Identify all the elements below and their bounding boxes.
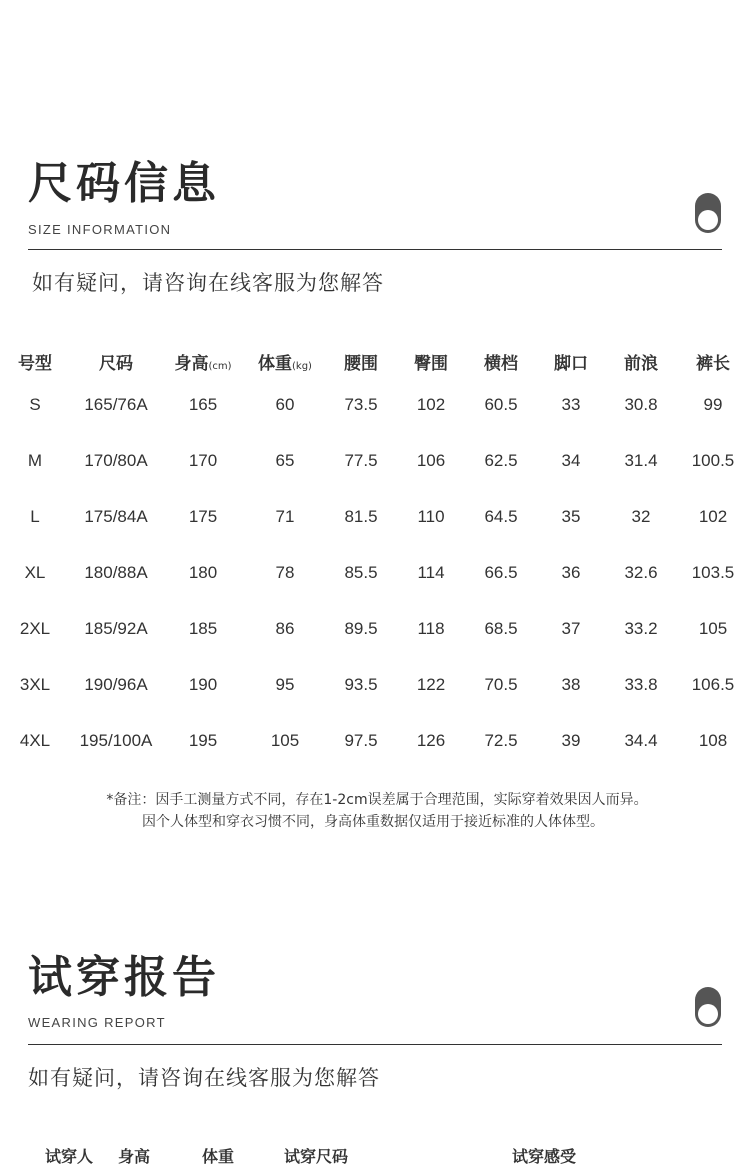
table-cell: 190/96A (84, 675, 148, 694)
header-label: 尺码 (99, 353, 133, 374)
table-cell: 93.5 (344, 675, 378, 694)
report-col-height: 身高 (118, 1147, 151, 1166)
table-cell: 64.5 (484, 507, 518, 526)
size-table-header-cell (676, 345, 750, 377)
header-label: 横档 (484, 353, 518, 374)
table-cell: 33.8 (624, 675, 658, 694)
table-row (0, 489, 750, 545)
table-cell: 175 (188, 507, 218, 526)
toggle-badge-icon (695, 193, 721, 233)
table-cell: 65 (275, 451, 295, 470)
header-label: 号型 (18, 353, 52, 374)
table-cell: 99 (703, 395, 723, 414)
table-cell: 185/92A (84, 619, 148, 638)
table-cell: 190 (188, 675, 218, 694)
table-cell: 33.2 (624, 619, 658, 638)
size-table-header-cell (326, 345, 396, 377)
table-cell: 3XL (19, 675, 51, 694)
table-cell: 35 (561, 507, 581, 526)
table-cell: 110 (417, 507, 445, 526)
size-footnote (0, 789, 750, 833)
table-cell: 106 (416, 451, 446, 470)
table-cell: 71 (275, 507, 295, 526)
table-cell: XL (24, 563, 46, 582)
header-label: 体重 (258, 353, 293, 374)
table-cell: 122 (416, 675, 446, 694)
header-label: 脚口 (554, 353, 588, 374)
table-cell: 2XL (19, 619, 51, 638)
report-section-title: 试穿报告 (28, 952, 220, 1003)
toggle-badge-icon (695, 987, 721, 1027)
size-section-title: 尺码信息 (28, 158, 220, 209)
header-label: 身高 (174, 353, 209, 374)
size-table (0, 345, 750, 769)
table-cell: 165 (188, 395, 218, 414)
table-cell: 38 (561, 675, 581, 694)
table-cell: 180/88A (84, 563, 148, 582)
table-row (0, 601, 750, 657)
header-label: 臀围 (414, 353, 448, 374)
table-cell: 36 (561, 563, 581, 582)
table-cell: 86 (275, 619, 295, 638)
table-cell: 73.5 (344, 395, 378, 414)
table-cell: 78 (275, 563, 295, 582)
table-cell: 34 (561, 451, 581, 470)
size-table-header-cell (396, 345, 466, 377)
table-cell: 195/100A (79, 731, 153, 750)
header-unit: (cm) (208, 360, 232, 372)
table-cell: 97.5 (344, 731, 378, 750)
size-table-header (0, 345, 750, 377)
table-cell: 105 (270, 731, 300, 750)
table-row (0, 377, 750, 433)
table-cell: 32.6 (624, 563, 658, 582)
table-cell: M (27, 451, 43, 470)
report-col-size: 试穿尺码 (284, 1147, 349, 1166)
size-helper-text: 如有疑问，请咨询在线客服为您解答 (32, 271, 384, 295)
table-cell: 68.5 (484, 619, 518, 638)
table-cell: 114 (417, 563, 445, 582)
footnote-line-2: 因个人体型和穿衣习惯不同，身高体重数据仅适用于接近标准的人体体型。 (142, 814, 604, 830)
footnote-line-1: *备注：因手工测量方式不同，存在1-2cm误差属于合理范围，实际穿着效果因人而异。 (106, 792, 648, 808)
table-cell: 126 (416, 731, 446, 750)
table-cell: 170 (188, 451, 218, 470)
table-row (0, 713, 750, 769)
table-cell: 30.8 (624, 395, 658, 414)
size-table-body (0, 377, 750, 769)
table-row (0, 545, 750, 601)
table-cell: 118 (417, 619, 445, 638)
report-section-subtitle: WEARING REPORT (28, 1015, 166, 1030)
table-cell: 60.5 (484, 395, 518, 414)
table-cell: 31.4 (624, 451, 658, 470)
table-cell: 102 (416, 395, 446, 414)
header-unit: (kg) (292, 360, 312, 372)
table-cell: 175/84A (84, 507, 148, 526)
size-table-header-cell (70, 345, 162, 377)
size-table-header-cell (0, 345, 70, 377)
header-label: 前浪 (624, 353, 658, 374)
size-table-header-cell (536, 345, 606, 377)
table-cell: 34.4 (624, 731, 658, 750)
table-cell: 60 (275, 395, 295, 414)
table-cell: 66.5 (484, 563, 518, 582)
table-cell: 106.5 (691, 675, 735, 694)
table-cell: 170/80A (84, 451, 148, 470)
table-cell: 81.5 (344, 507, 378, 526)
table-cell: S (29, 395, 41, 414)
report-helper-text: 如有疑问，请咨询在线客服为您解答 (28, 1066, 380, 1090)
header-label: 裤长 (696, 353, 730, 374)
section-divider (28, 1044, 722, 1045)
table-cell: 85.5 (344, 563, 378, 582)
report-col-weight: 体重 (202, 1147, 235, 1166)
table-cell: 39 (561, 731, 581, 750)
table-cell: 32 (631, 507, 651, 526)
table-cell: 37 (561, 619, 581, 638)
table-cell: 89.5 (344, 619, 378, 638)
report-col-tester: 试穿人 (45, 1147, 94, 1166)
table-row (0, 657, 750, 713)
table-cell: 72.5 (484, 731, 518, 750)
header-label: 腰围 (344, 353, 378, 374)
table-cell: 77.5 (344, 451, 378, 470)
table-cell: 180 (188, 563, 218, 582)
size-table-header-cell (466, 345, 536, 377)
table-cell: 95 (275, 675, 295, 694)
table-cell: 102 (698, 507, 728, 526)
size-table-header-cell (606, 345, 676, 377)
section-divider (28, 249, 722, 250)
size-table-header-cell (162, 345, 244, 377)
table-row (0, 433, 750, 489)
table-cell: 185 (188, 619, 218, 638)
table-cell: 105 (698, 619, 728, 638)
table-cell: 4XL (19, 731, 51, 750)
size-table-header-cell (244, 345, 326, 377)
report-col-feeling: 试穿感受 (512, 1147, 577, 1166)
table-cell: 108 (698, 731, 728, 750)
table-cell: 165/76A (84, 395, 148, 414)
size-section-subtitle: SIZE INFORMATION (28, 222, 172, 237)
table-cell: L (30, 507, 40, 526)
table-cell: 195 (188, 731, 218, 750)
table-cell: 100.5 (691, 451, 735, 470)
table-cell: 62.5 (484, 451, 518, 470)
table-cell: 33 (561, 395, 581, 414)
table-cell: 70.5 (484, 675, 518, 694)
table-cell: 103.5 (691, 563, 735, 582)
